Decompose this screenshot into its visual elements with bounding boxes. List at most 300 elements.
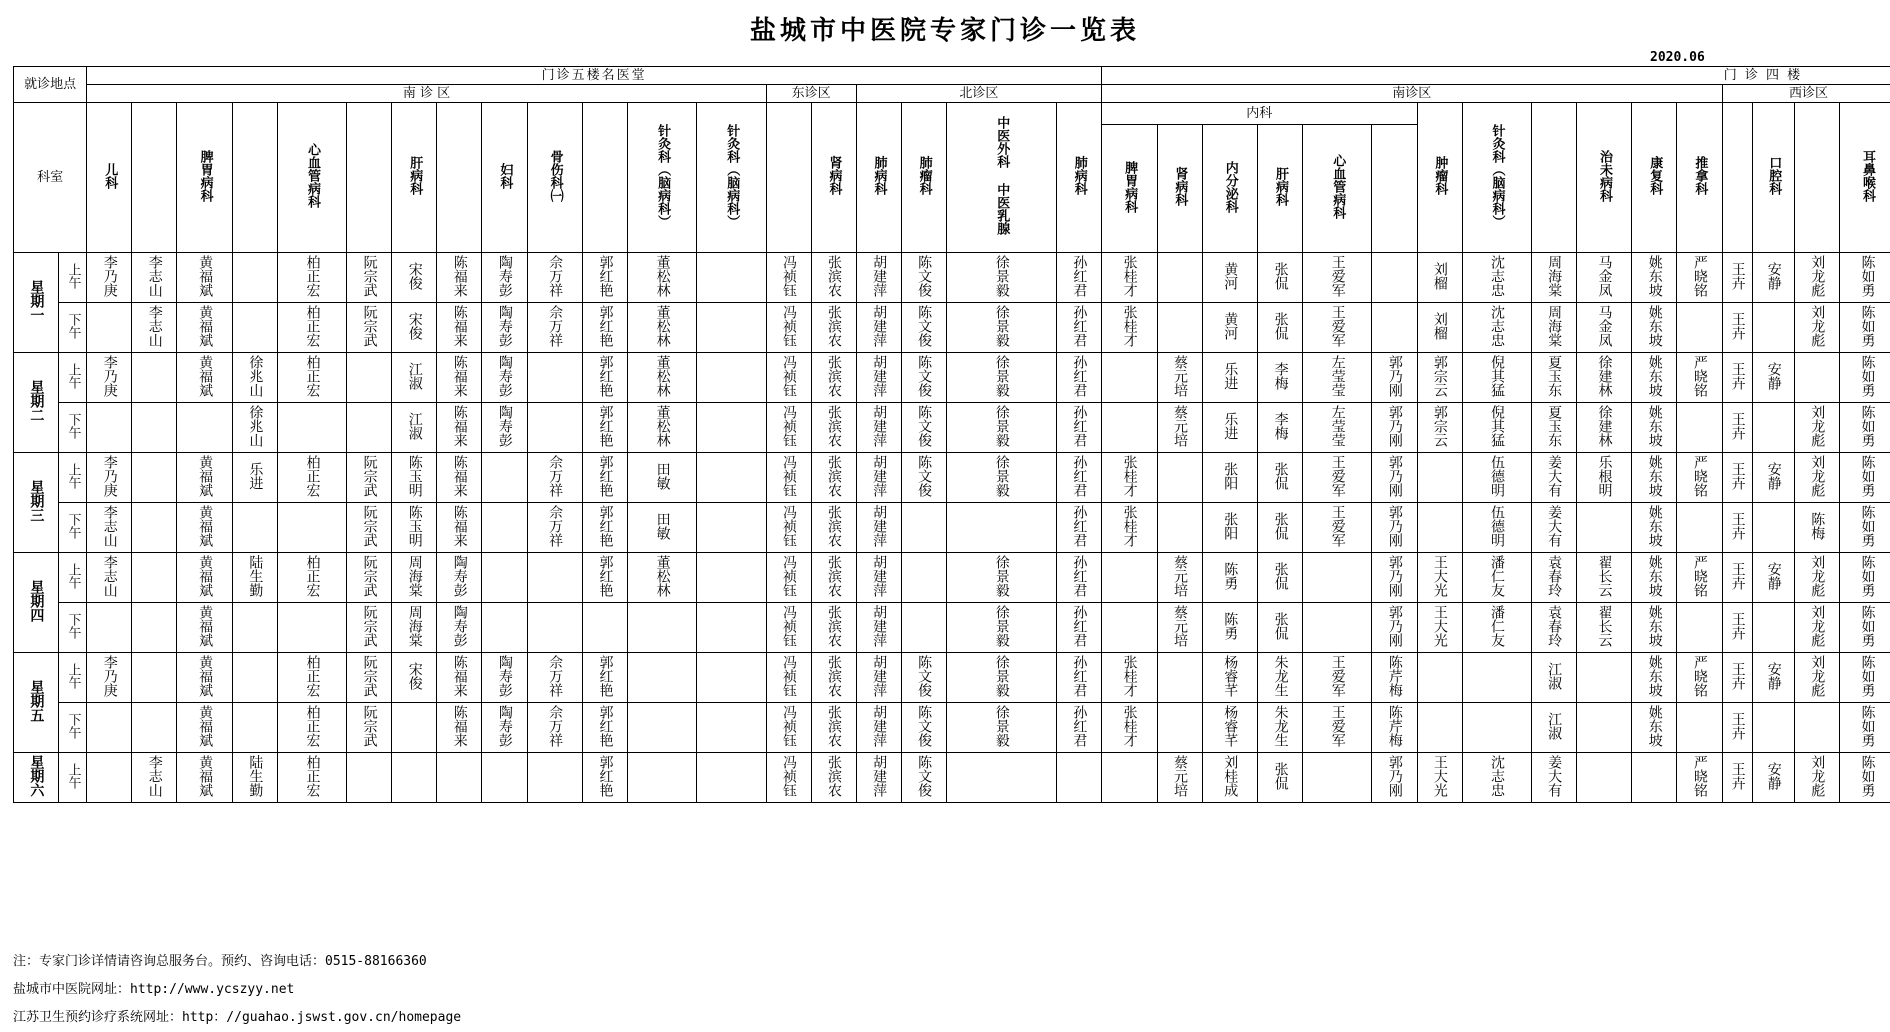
doctor-cell-text: 王爱军 <box>1329 454 1346 497</box>
doctor-cell-text: 张滨农 <box>826 354 843 397</box>
doctor-cell-text: 陈如勇 <box>1859 654 1876 697</box>
doctor-cell <box>583 403 628 453</box>
doctor-cell-text: 陈玉明 <box>406 454 423 497</box>
doctor-cell <box>1839 603 1890 653</box>
doctor-cell <box>697 553 766 603</box>
doctor-cell <box>811 603 856 653</box>
doctor-cell <box>1102 703 1158 753</box>
doctor-cell <box>437 403 482 453</box>
doctor-cell-text: 郭红艳 <box>597 754 614 797</box>
dept-header <box>482 103 527 253</box>
doctor-cell-text: 徐景毅 <box>993 604 1010 647</box>
dept-header <box>1576 103 1632 253</box>
weekday-label-text: 星期二 <box>28 379 45 422</box>
dept-header-text: 脾胃病科 <box>197 149 213 202</box>
doctor-cell-text: 阮宗武 <box>361 704 378 747</box>
doctor-cell <box>1632 603 1677 653</box>
doctor-cell <box>437 603 482 653</box>
doctor-cell <box>901 253 946 303</box>
doctor-cell-text: 杨睿芊 <box>1222 654 1239 697</box>
doctor-cell-text: 李志山 <box>101 504 118 547</box>
dept-header <box>1839 103 1890 253</box>
doctor-cell <box>811 703 856 753</box>
doctor-cell <box>482 603 527 653</box>
doctor-cell <box>766 353 811 403</box>
doctor-cell <box>132 653 177 703</box>
doctor-cell-text: 马金凤 <box>1596 304 1613 347</box>
doctor-cell-text: 张滨农 <box>826 554 843 597</box>
doctor-cell-text: 董松林 <box>654 304 671 347</box>
doctor-cell <box>527 553 583 603</box>
doctor-cell-text: 徐兆山 <box>247 354 264 397</box>
doctor-cell-text: 张滨农 <box>826 454 843 497</box>
doctor-cell <box>1722 653 1752 703</box>
doctor-cell-text: 李志山 <box>146 754 163 797</box>
doctor-cell <box>697 303 766 353</box>
doctor-cell <box>1102 303 1158 353</box>
doctor-cell <box>1794 303 1839 353</box>
doctor-cell <box>392 453 437 503</box>
doctor-cell-text: 陈如勇 <box>1859 554 1876 597</box>
page-title: 盐城市中医院专家门诊一览表 <box>749 16 1140 46</box>
doctor-cell <box>527 353 583 403</box>
doctor-cell <box>628 653 697 703</box>
doctor-cell-text: 郭红艳 <box>597 454 614 497</box>
doctor-cell-text: 陈如勇 <box>1859 704 1876 747</box>
doctor-cell <box>1531 453 1576 503</box>
doctor-cell-text: 沈志忠 <box>1489 754 1506 797</box>
half-day-label-text: 上午 <box>65 362 81 389</box>
doctor-cell-text: 孙红君 <box>1071 354 1088 397</box>
zone-label-text: 北诊区 <box>959 85 999 101</box>
doctor-cell-text: 王卉 <box>1729 761 1746 790</box>
doctor-cell-text: 田敏 <box>654 511 671 540</box>
doctor-cell <box>1102 253 1158 303</box>
doctor-cell <box>1794 503 1839 553</box>
doctor-cell <box>1258 703 1303 753</box>
doctor-cell-text: 徐景毅 <box>993 704 1010 747</box>
doctor-cell <box>278 603 347 653</box>
doctor-cell-text: 王爱军 <box>1329 654 1346 697</box>
doctor-cell <box>482 503 527 553</box>
doctor-cell <box>1417 653 1462 703</box>
doctor-cell-text: 李乃庚 <box>101 354 118 397</box>
doctor-cell <box>1677 553 1722 603</box>
doctor-cell-text: 张桂才 <box>1121 304 1138 347</box>
dept-header-text: 肺病科 <box>1071 156 1087 196</box>
doctor-cell <box>1531 603 1576 653</box>
doctor-cell <box>1794 253 1839 303</box>
doctor-cell-text: 张桂才 <box>1121 704 1138 747</box>
dept-header-text: 肝病科 <box>1273 167 1289 207</box>
doctor-cell <box>901 553 946 603</box>
doctor-cell-text: 李志山 <box>146 304 163 347</box>
doctor-cell-text: 冯祯钰 <box>780 704 797 747</box>
doctor-cell-text: 郭乃刚 <box>1386 454 1403 497</box>
doctor-cell <box>1677 353 1722 403</box>
doctor-cell-text: 翟长云 <box>1596 604 1613 647</box>
half-day-label-text: 上午 <box>65 762 81 789</box>
doctor-cell <box>1303 703 1372 753</box>
doctor-cell-text: 刘榴 <box>1431 311 1448 340</box>
doctor-cell-text: 陶寿彭 <box>496 654 513 697</box>
doctor-cell-text: 张桂才 <box>1121 504 1138 547</box>
half-day-label <box>59 553 87 603</box>
doctor-cell <box>482 703 527 753</box>
doctor-cell <box>811 353 856 403</box>
dept-header <box>278 103 347 253</box>
dept-header <box>1102 125 1158 253</box>
doctor-cell-text: 孙红君 <box>1071 504 1088 547</box>
doctor-cell <box>1303 603 1372 653</box>
doctor-cell-text: 姚东坡 <box>1646 454 1663 497</box>
doctor-cell <box>87 403 132 453</box>
doctor-cell-text: 胡建萍 <box>871 404 888 447</box>
dept-header-text: 肝病科 <box>407 156 423 196</box>
doctor-cell <box>1632 503 1677 553</box>
doctor-cell <box>1417 403 1462 453</box>
doctor-cell <box>946 403 1056 453</box>
doctor-cell-text: 王卉 <box>1729 261 1746 290</box>
doctor-cell-text: 周海棠 <box>1546 304 1563 347</box>
doctor-cell <box>1677 703 1722 753</box>
doctor-cell <box>946 253 1056 303</box>
doctor-cell <box>482 753 527 803</box>
doctor-cell <box>856 403 901 453</box>
doctor-cell-text: 张滨农 <box>826 654 843 697</box>
doctor-cell-text: 柏正宏 <box>304 704 321 747</box>
doctor-cell <box>1303 503 1372 553</box>
doctor-cell <box>347 603 392 653</box>
doctor-cell-text: 陈福来 <box>451 304 468 347</box>
doctor-cell <box>1531 653 1576 703</box>
dept-header <box>1303 125 1372 253</box>
doctor-cell-text: 倪其猛 <box>1489 404 1506 447</box>
doctor-cell-text: 陈如勇 <box>1859 504 1876 547</box>
doctor-cell <box>766 603 811 653</box>
doctor-cell <box>1839 403 1890 453</box>
doctor-cell <box>1531 403 1576 453</box>
neike-group-text: 内科 <box>1246 105 1273 121</box>
doctor-cell-text: 佘万祥 <box>547 454 564 497</box>
doctor-cell <box>233 303 278 353</box>
doctor-cell <box>1576 503 1632 553</box>
doctor-cell <box>1157 753 1202 803</box>
doctor-cell-text: 郭乃刚 <box>1386 404 1403 447</box>
doctor-cell-text: 陈如勇 <box>1859 354 1876 397</box>
doctor-cell <box>482 553 527 603</box>
doctor-cell <box>628 353 697 403</box>
doctor-cell-text: 胡建萍 <box>871 554 888 597</box>
doctor-cell-text: 严晓铭 <box>1691 554 1708 597</box>
doctor-cell <box>347 653 392 703</box>
doctor-cell <box>1839 553 1890 603</box>
doctor-cell <box>1258 253 1303 303</box>
doctor-cell-text: 蔡元培 <box>1171 554 1188 597</box>
doctor-cell <box>1372 353 1417 403</box>
doctor-cell <box>177 503 233 553</box>
doctor-cell-text: 刘龙彪 <box>1809 304 1826 347</box>
weekday-label <box>14 653 59 753</box>
doctor-cell <box>278 703 347 753</box>
note-line: 注：专家门诊详情请咨询总服务台。预约、咨询电话：0515-88166360 <box>13 954 427 969</box>
doctor-cell <box>177 303 233 353</box>
doctor-cell <box>1794 653 1839 703</box>
doctor-cell <box>583 503 628 553</box>
doctor-cell <box>437 453 482 503</box>
doctor-cell <box>482 453 527 503</box>
doctor-cell-text: 黄河 <box>1222 311 1239 340</box>
doctor-cell-text: 徐景毅 <box>993 304 1010 347</box>
dept-header-text: 耳鼻喉科 <box>1860 149 1875 202</box>
dept-header <box>132 103 177 253</box>
doctor-cell <box>233 603 278 653</box>
doctor-cell-text: 陈福来 <box>451 354 468 397</box>
doctor-cell <box>628 753 697 803</box>
doctor-cell <box>628 303 697 353</box>
doctor-cell <box>1417 553 1462 603</box>
doctor-cell-text: 孙红君 <box>1071 404 1088 447</box>
doctor-cell <box>1576 553 1632 603</box>
dept-header-text: 康复科 <box>1647 156 1663 196</box>
doctor-cell-text: 刘龙彪 <box>1809 454 1826 497</box>
doctor-cell-text: 刘龙彪 <box>1809 604 1826 647</box>
dept-header <box>1677 103 1722 253</box>
note-line: 江苏卫生预约诊疗系统网址：http：//guahao.jswst.gov.cn/homepage <box>13 1010 462 1025</box>
dept-header <box>347 103 392 253</box>
doctor-cell <box>1202 603 1258 653</box>
doctor-cell-text: 胡建萍 <box>871 504 888 547</box>
neike-group <box>1102 103 1418 125</box>
doctor-cell <box>1157 703 1202 753</box>
doctor-cell <box>233 353 278 403</box>
doctor-cell <box>177 703 233 753</box>
doctor-cell-text: 佘万祥 <box>547 704 564 747</box>
doctor-cell-text: 周海棠 <box>1546 254 1563 297</box>
doctor-cell <box>1794 353 1839 403</box>
doctor-cell-text: 乐进 <box>247 461 264 490</box>
half-day-label <box>59 753 87 803</box>
doctor-cell-text: 柏正宏 <box>304 554 321 597</box>
doctor-cell-text: 陈芹梅 <box>1386 654 1403 697</box>
dept-header-text: 心血管病科 <box>1330 154 1346 220</box>
doctor-cell-text: 严晓铭 <box>1691 654 1708 697</box>
doctor-cell <box>1102 603 1158 653</box>
doctor-cell <box>527 753 583 803</box>
floor-label-text: 门诊五楼名医堂 <box>541 67 647 83</box>
doctor-cell <box>1839 703 1890 753</box>
doctor-cell-text: 张侃 <box>1272 761 1289 790</box>
doctor-cell-text: 陈玉明 <box>406 504 423 547</box>
doctor-cell <box>278 303 347 353</box>
doctor-cell <box>132 503 177 553</box>
doctor-cell <box>1157 503 1202 553</box>
half-day-label <box>59 303 87 353</box>
doctor-cell <box>392 653 437 703</box>
doctor-cell-text: 王卉 <box>1729 561 1746 590</box>
half-day-label-text: 上午 <box>65 262 81 289</box>
doctor-cell-text: 张滨农 <box>826 304 843 347</box>
doctor-cell-text: 宋俊 <box>406 661 423 690</box>
doctor-cell <box>1794 553 1839 603</box>
doctor-cell-text: 蔡元培 <box>1171 604 1188 647</box>
doctor-cell <box>1417 503 1462 553</box>
dept-header <box>628 103 697 253</box>
dept-header-text: 内分泌科 <box>1222 160 1238 213</box>
dept-header-text: 肾病科 <box>1172 167 1188 207</box>
doctor-cell-text: 徐景毅 <box>993 554 1010 597</box>
weekday-label <box>14 753 59 803</box>
doctor-cell <box>1722 353 1752 403</box>
doctor-cell <box>1576 653 1632 703</box>
dept-header-text: 针灸科（脑病科） <box>1489 123 1505 228</box>
doctor-cell <box>1794 453 1839 503</box>
doctor-cell-text: 姜大有 <box>1546 504 1563 547</box>
doctor-cell <box>278 753 347 803</box>
doctor-cell <box>1372 253 1417 303</box>
doctor-cell-text: 陈福来 <box>451 704 468 747</box>
doctor-cell <box>1056 553 1101 603</box>
doctor-cell <box>1102 503 1158 553</box>
doctor-cell-text: 陈福来 <box>451 254 468 297</box>
doctor-cell-text: 刘龙彪 <box>1809 404 1826 447</box>
doctor-cell-text: 陆生勤 <box>247 754 264 797</box>
doctor-cell-text: 张侃 <box>1272 511 1289 540</box>
doctor-cell-text: 陈如勇 <box>1859 404 1876 447</box>
doctor-cell <box>1372 753 1417 803</box>
doctor-cell <box>697 253 766 303</box>
doctor-cell-text: 黄福斌 <box>197 254 214 297</box>
doctor-cell <box>1372 703 1417 753</box>
doctor-cell <box>278 553 347 603</box>
doctor-cell-text: 左莹莹 <box>1329 404 1346 447</box>
doctor-cell <box>132 553 177 603</box>
doctor-cell <box>1462 653 1531 703</box>
doctor-cell-text: 陈福来 <box>451 504 468 547</box>
doctor-cell <box>278 503 347 553</box>
doctor-cell <box>1632 753 1677 803</box>
doctor-cell-text: 李乃庚 <box>101 654 118 697</box>
doctor-cell-text: 陶寿彭 <box>451 554 468 597</box>
doctor-cell <box>347 303 392 353</box>
doctor-cell <box>233 703 278 753</box>
dept-header <box>1202 125 1258 253</box>
doctor-cell-text: 李乃庚 <box>101 454 118 497</box>
doctor-cell-text: 徐景毅 <box>993 454 1010 497</box>
dept-header-text: 肺瘤科 <box>916 156 932 196</box>
doctor-cell <box>1794 703 1839 753</box>
doctor-cell-text: 胡建萍 <box>871 754 888 797</box>
doctor-cell <box>278 453 347 503</box>
doctor-cell <box>856 603 901 653</box>
doctor-cell <box>347 553 392 603</box>
dept-header <box>811 103 856 253</box>
doctor-cell-text: 陈福来 <box>451 404 468 447</box>
doctor-cell-text: 郭红艳 <box>597 304 614 347</box>
doctor-cell <box>1102 753 1158 803</box>
doctor-cell <box>527 503 583 553</box>
doctor-cell-text: 黄福斌 <box>197 754 214 797</box>
doctor-cell <box>1722 753 1752 803</box>
doctor-cell-text: 陶寿彭 <box>496 354 513 397</box>
dept-header <box>856 103 901 253</box>
doctor-cell <box>1303 553 1372 603</box>
doctor-cell <box>628 403 697 453</box>
doctor-cell-text: 郭乃刚 <box>1386 354 1403 397</box>
doctor-cell <box>233 653 278 703</box>
doctor-cell <box>1839 253 1890 303</box>
doctor-cell <box>1258 653 1303 703</box>
doctor-cell-text: 陈芹梅 <box>1386 704 1403 747</box>
doctor-cell <box>527 653 583 703</box>
doctor-cell <box>1722 503 1752 553</box>
doctor-cell-text: 胡建萍 <box>871 304 888 347</box>
doctor-cell <box>233 403 278 453</box>
doctor-cell <box>901 303 946 353</box>
doctor-cell <box>437 753 482 803</box>
weekday-label <box>14 453 59 553</box>
doctor-cell <box>527 303 583 353</box>
doctor-cell <box>1839 453 1890 503</box>
zone-label-text: 南 诊 区 <box>402 85 451 101</box>
half-day-label-text: 上午 <box>65 462 81 489</box>
doctor-cell <box>946 653 1056 703</box>
doctor-cell-text: 柏正宏 <box>304 454 321 497</box>
doctor-cell-text: 孙红君 <box>1071 554 1088 597</box>
doctor-cell <box>132 453 177 503</box>
doctor-cell <box>392 303 437 353</box>
doctor-cell-text: 柏正宏 <box>304 304 321 347</box>
weekday-label-text: 星期四 <box>28 579 45 622</box>
doctor-cell <box>437 653 482 703</box>
doctor-cell <box>856 753 901 803</box>
half-day-label-text: 下午 <box>65 412 81 439</box>
schedule-table <box>13 66 1890 803</box>
doctor-cell <box>437 253 482 303</box>
doctor-cell <box>1462 553 1531 603</box>
half-day-label-text: 下午 <box>65 712 81 739</box>
doctor-cell-text: 陶寿彭 <box>496 254 513 297</box>
doctor-cell <box>1677 653 1722 703</box>
doctor-cell-text: 陈福来 <box>451 454 468 497</box>
doctor-cell <box>1462 253 1531 303</box>
dept-header-text: 肺病科 <box>871 156 887 196</box>
doctor-cell <box>1462 303 1531 353</box>
doctor-cell <box>1722 453 1752 503</box>
doctor-cell <box>1157 553 1202 603</box>
doctor-cell <box>1417 253 1462 303</box>
doctor-cell-text: 姚东坡 <box>1646 704 1663 747</box>
doctor-cell-text: 乐进 <box>1222 411 1239 440</box>
doctor-cell <box>482 403 527 453</box>
doctor-cell <box>1202 253 1258 303</box>
doctor-cell <box>177 753 233 803</box>
doctor-cell <box>87 553 132 603</box>
doctor-cell-text: 张侃 <box>1272 461 1289 490</box>
doctor-cell-text: 姚东坡 <box>1646 504 1663 547</box>
doctor-cell <box>87 453 132 503</box>
doctor-cell-text: 陈文俊 <box>916 254 933 297</box>
doctor-cell-text: 王爱军 <box>1329 304 1346 347</box>
doctor-cell-text: 柏正宏 <box>304 754 321 797</box>
dept-header-text: 针灸科（脑病科） <box>655 123 671 228</box>
doctor-cell <box>132 303 177 353</box>
doctor-cell <box>1258 753 1303 803</box>
weekday-label <box>14 553 59 653</box>
doctor-cell <box>1531 703 1576 753</box>
doctor-cell-text: 黄福斌 <box>197 454 214 497</box>
doctor-cell-text: 严晓铭 <box>1691 254 1708 297</box>
